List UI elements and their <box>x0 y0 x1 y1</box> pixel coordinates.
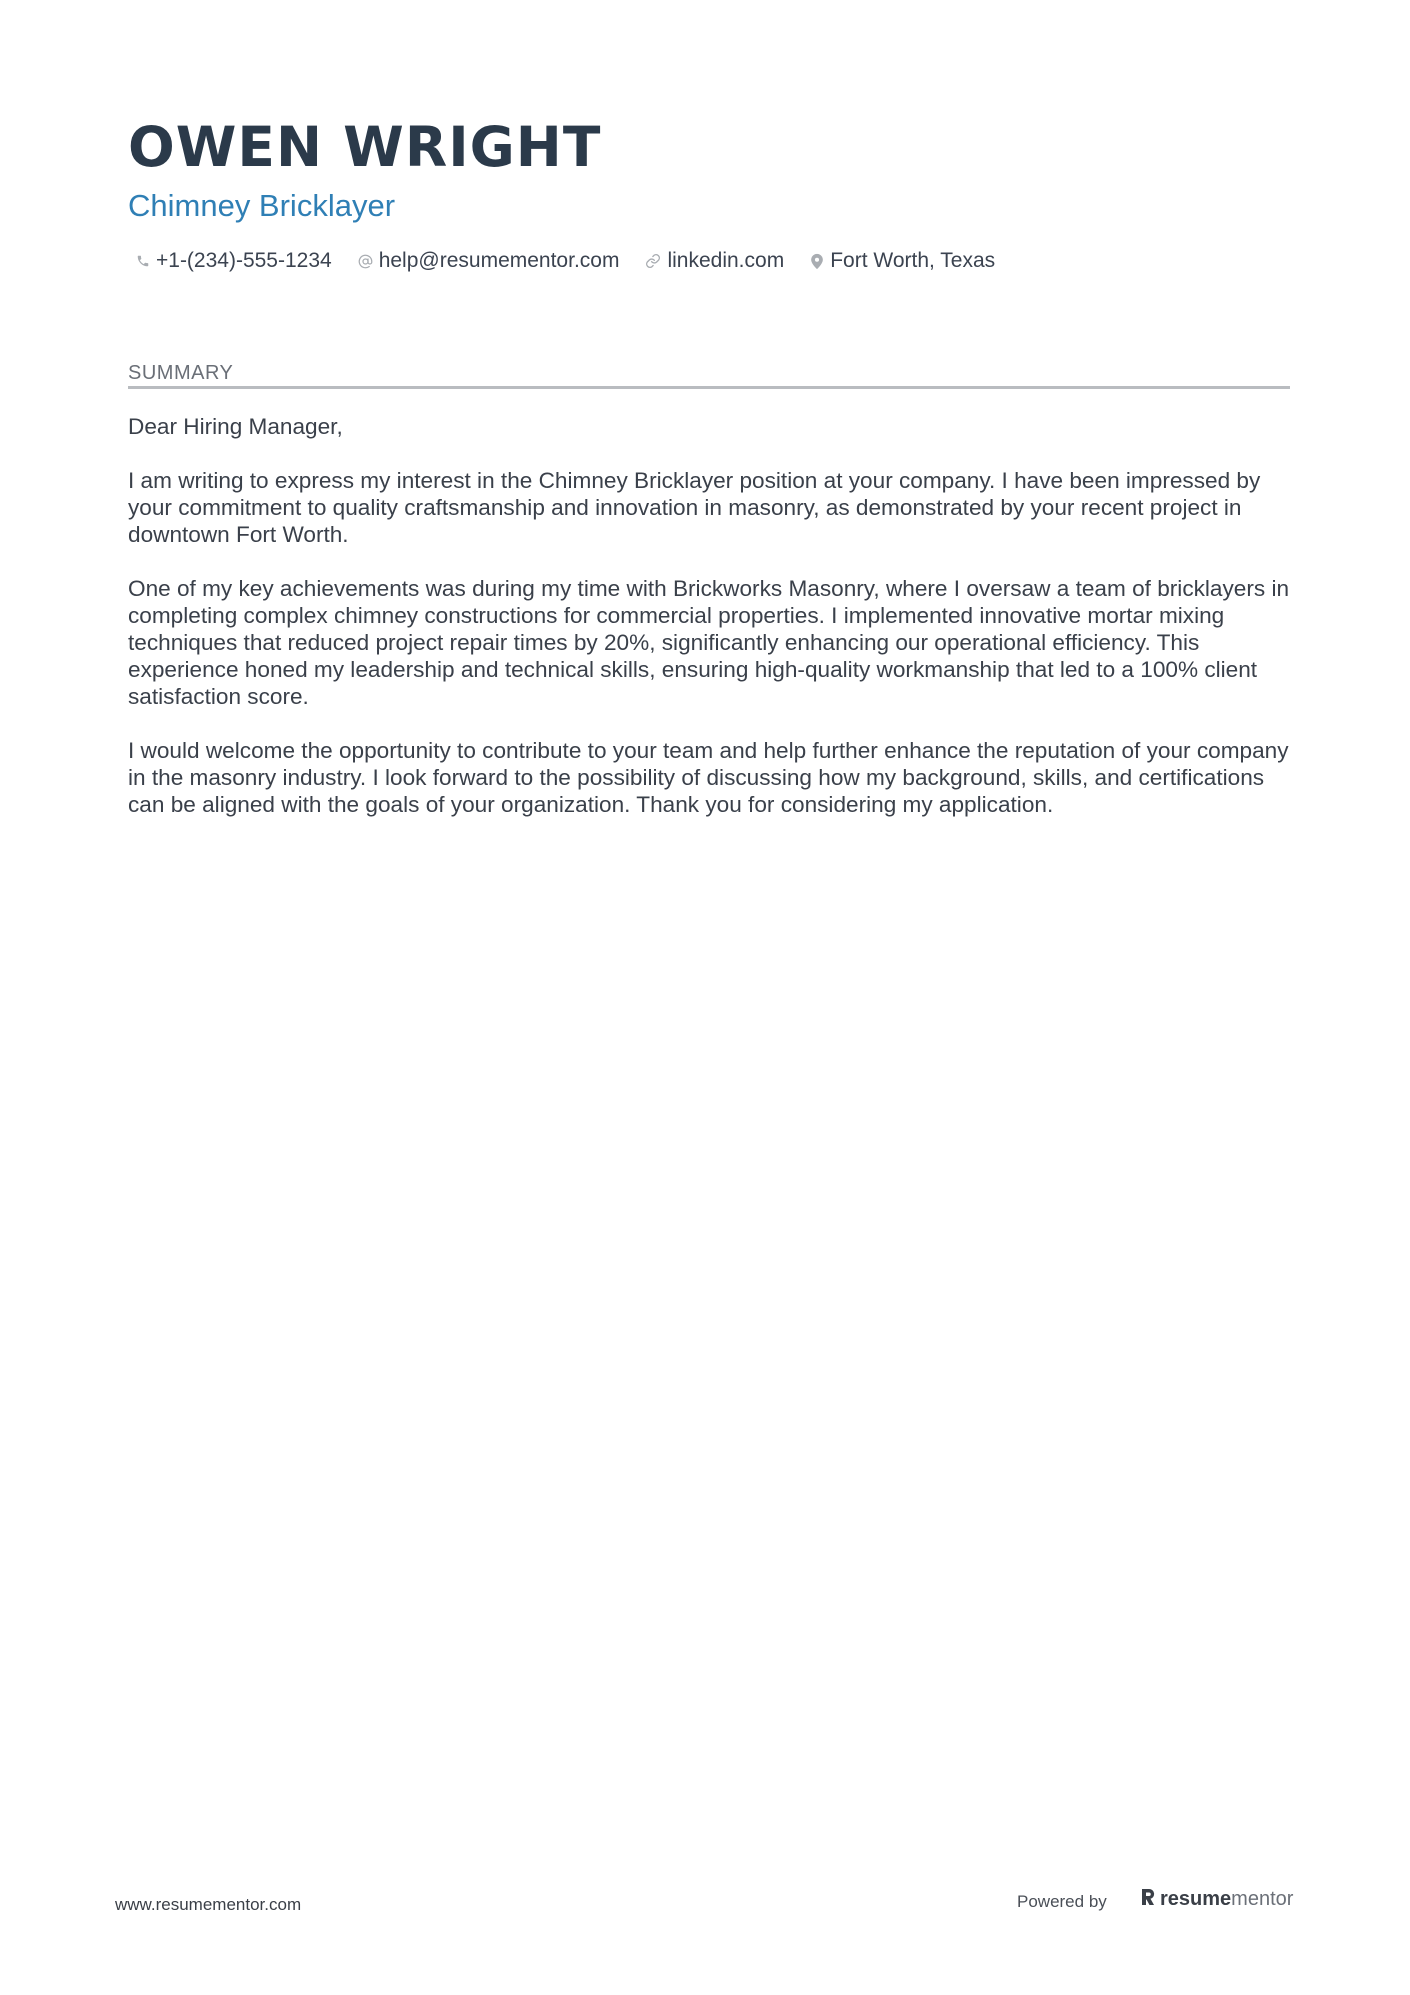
logo-wordmark-mentor: mentor <box>1231 1888 1294 1910</box>
phone-text: +1-(234)-555-1234 <box>156 249 332 272</box>
logo-wordmark-resume: resume <box>1160 1888 1232 1910</box>
logo-wordmark <box>1160 1885 1293 1913</box>
link-icon <box>645 253 661 269</box>
job-title: Chimney Bricklayer <box>128 188 396 223</box>
location-text: Fort Worth, Texas <box>830 249 996 272</box>
contact-phone[interactable] <box>136 246 332 276</box>
email-text: help@resumementor.com <box>378 249 620 272</box>
location-pin-icon <box>810 253 824 270</box>
contact-location <box>810 246 995 276</box>
powered-by-label: Powered by <box>1017 1892 1107 1911</box>
at-sign-icon <box>358 254 373 269</box>
summary-heading: SUMMARY <box>128 362 234 384</box>
resumementor-logo[interactable] <box>1140 1885 1293 1913</box>
letter-paragraph: I am writing to express my interest in the Chimney Bricklayer position at your company. I have been impressed by your commitment to quality craftsmanship and innovation in masonry, as demonstrated by your recent project in downtown Fort Worth. <box>128 468 1261 547</box>
contact-email[interactable] <box>358 246 620 276</box>
linkedin-text: linkedin.com <box>667 249 785 272</box>
salutation: Dear Hiring Manager, <box>128 414 343 439</box>
footer-website-link[interactable]: www.resumementor.com <box>115 1895 302 1914</box>
cover-letter-body <box>128 413 1298 845</box>
section-divider <box>128 386 1290 389</box>
phone-icon <box>136 254 150 268</box>
contact-bar <box>136 246 995 276</box>
candidate-name: OWEN WRIGHT <box>128 115 602 179</box>
logo-mark-icon <box>1140 1887 1156 1912</box>
letter-paragraph: I would welcome the opportunity to contribute to your team and help further enhance the reputation of your company in the masonry industry. I look forward to the possibility of discussing how my background, skills, and certifications can be aligned with the goals of your organization. Thank you for considering my application. <box>128 738 1289 817</box>
contact-linkedin[interactable] <box>645 246 784 276</box>
letter-paragraph: One of my key achievements was during my time with Brickworks Masonry, where I oversaw a team of bricklayers in completing complex chimney constructions for commercial properties. I implemented innovative mortar mixing techniques that reduced project repair times by 20%, significantly enhancing our operational efficiency. This experience honed my leadership and technical skills, ensuring high-quality workmanship that led to a 100% client satisfaction score. <box>128 576 1290 709</box>
